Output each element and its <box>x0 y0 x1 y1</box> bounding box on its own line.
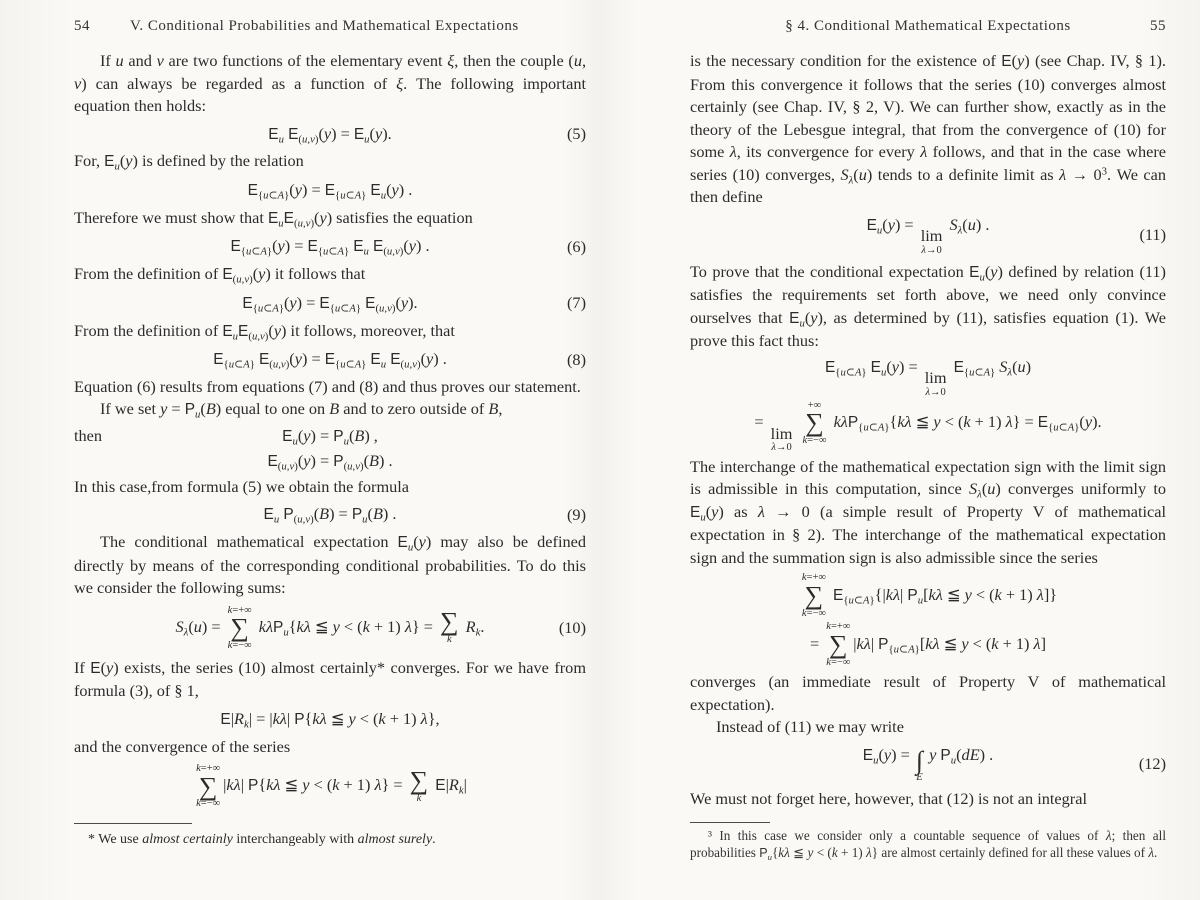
equation <box>690 744 1166 783</box>
equation-math: $E_{\{u\subset A\}}$ $E_{(u,v)}(y) = E_{\{u\subset A\}}$ $E_u$ $E_{(u,v)}(y)$ . <box>213 349 447 371</box>
equation-math: $E|R_k| = |k\lambda|$ P{kλ ≦ y < (k + 1) λ}, <box>220 708 440 731</box>
equation-number: (8) <box>567 349 586 369</box>
running-head: V. Conditional Probabilities and Mathematical Expectations <box>130 18 519 34</box>
paragraph: We must not forget here, however, that (12) is not an integral <box>690 789 1087 809</box>
paragraph: Instead of (11) we may write <box>716 717 904 737</box>
inline-math: λ <box>920 142 928 161</box>
left-page-header <box>74 18 586 35</box>
equation-number: (7) <box>567 293 586 313</box>
paragraph: If we set $y = P_u(B)$ equal to one on B and to zero outside of B, <box>100 399 503 421</box>
inline-math: λ → 0 <box>757 501 810 521</box>
equation <box>74 605 586 652</box>
inline-math: $E_uE_{(u,v)}(y)$ <box>267 207 333 230</box>
right-page-body <box>690 50 1166 811</box>
inline-math: λ <box>1148 844 1155 860</box>
paragraph: is the necessary condition for the existence of E(y) (see Chap. IV, § 1). From this convergence it follows that the series (10) converges almost certainly (see Chap. IV, § 2, V). We can further show, exactly as in the theory of the Lebesgue integral, that from the convergence of (10) for some λ, its convergence for every λ follows, and that in the case where series (10) converges, $S_\lambda(u)$ tends to a definite limit as $\lambda \to 0^3$. We can then define <box>690 51 1167 206</box>
paragraph: To prove that the conditional expectation $E_u(y)$ defined by relation (11) satisfies the requirements set forth above, we need only convince ourselves that $E_u(y)$, as determined by (11), satisfies equation (1). We prove this fact thus: <box>690 261 1166 351</box>
equation <box>74 235 586 258</box>
paragraph: If E(y) exists, the series (10) almost certainly* converges. For we have from formula (3), of § 1, <box>74 657 586 701</box>
inline-math: B <box>488 399 499 419</box>
equation-number: (10) <box>558 618 586 638</box>
inline-math: ξ <box>396 73 404 93</box>
equation <box>690 621 1166 668</box>
inline-math: ξ <box>447 51 455 70</box>
inline-math: λ <box>729 142 737 161</box>
paragraph: In this case,from formula (5) we obtain the formula <box>74 476 410 496</box>
equation <box>690 572 1166 619</box>
equation-group <box>690 572 1166 668</box>
inline-math: v <box>156 51 164 70</box>
equation <box>690 214 1166 256</box>
footnote: ³ In this case we consider only a countable sequence of values of λ; then all probabilities $P_u\{k\lambda$ ≦ y < (k + 1) λ} are almost certainly defined for all these values of λ. <box>690 827 1166 862</box>
equation-number: (11) <box>1139 224 1166 244</box>
equation-number: (9) <box>567 504 586 524</box>
inline-math: E(y) <box>90 657 119 677</box>
equation <box>74 348 586 371</box>
equation <box>74 179 586 202</box>
equation <box>74 503 586 526</box>
inline-math: B <box>329 399 340 419</box>
page-number: 55 <box>1150 18 1166 34</box>
equation-math: = k=+∞ ∑ k=−∞ |kλ| $P_{\{u\subset A\}}[k\lambda$ ≦ y < (k + 1) λ] <box>810 621 1046 668</box>
equation-math: $E_u(y) = P_u(B)$ , <box>282 425 378 448</box>
inline-math: u, v <box>74 51 587 93</box>
equation-group <box>690 356 1166 453</box>
equation-math: k=+∞ ∑ k=−∞ $E_{\{u\subset A\}}\{|k\lambda|$ $P_u[k\lambda$ ≦ y < (k + 1) λ]} <box>801 572 1058 619</box>
inline-math: $E_u(y)$ <box>104 151 138 173</box>
equation-number: (6) <box>567 236 586 256</box>
inline-math: $E_uE_{(u,v)}(y)$ <box>222 320 287 342</box>
footnote-rule <box>690 822 770 823</box>
paragraph: Equation (6) results from equations (7) and (8) and thus proves our statement. <box>74 376 581 396</box>
paragraph: From the definition of $E_uE_{(u,v)}(y)$ it follows, moreover, that <box>74 320 455 342</box>
paragraph: The conditional mathematical expectation $E_u(y)$ may also be defined directly by means of the corresponding conditional probabilities. To do this we consider the following sums: <box>74 532 586 598</box>
paragraph: Therefore we must show that $E_uE_{(u,v)}(y)$ satisfies the equation <box>74 207 473 230</box>
right-page <box>610 0 1200 900</box>
equation <box>74 123 586 146</box>
equation-lead-word: then <box>74 426 103 446</box>
equation-math: $E_u(y)$ = lim λ→0 $S_\lambda(u)$ . <box>866 214 990 256</box>
footnote-rule <box>74 823 192 824</box>
paragraph: converges (an immediate result of Property V of mathematical expectation). <box>690 672 1166 714</box>
equation <box>690 356 1166 398</box>
inline-math: $S_\lambda(u)$ <box>840 164 873 186</box>
equation-math: $E_{\{u\subset A\}}$ $E_u(y)$ = lim λ→0 $E_{\{u\subset A\}}$ $S_\lambda(u)$ <box>824 356 1032 398</box>
paragraph: If u and v are two functions of the elementary event ξ, then the couple (u, v) can always be regarded as a function of ξ. The following important equation then holds: <box>74 51 587 115</box>
equation-math: $S_\lambda(u)$ = k=+∞ ∑ k=−∞ kλP$_u${kλ ≦ y < (k + 1) λ} = ∑ k $R_k$. <box>175 604 485 652</box>
left-page-body <box>74 50 586 810</box>
equation <box>74 450 586 473</box>
equation-group <box>74 425 586 473</box>
inline-math: $y = P_u(B)$ <box>160 399 222 421</box>
equation-number: (12) <box>1138 753 1166 773</box>
inline-math: $P_u\{k\lambda$ ≦ y < (k + 1) λ} <box>759 844 879 862</box>
equation-math: $E_{\{u\subset A\}}(y) = E_{\{u\subset A\}}$ $E_u(y)$ . <box>247 179 413 202</box>
equation <box>690 400 1166 453</box>
equation-math: $E_{\{u\subset A\}}(y) = E_{\{u\subset A\}}$ $E_{(u,v)}(y)$. <box>242 292 418 315</box>
page-number: 54 <box>74 18 90 34</box>
paragraph: For, $E_u(y)$ is defined by the relation <box>74 151 304 173</box>
equation-math: $E_{(u,v)}(y) = P_{(u,v)}(B)$ . <box>267 450 393 473</box>
inline-math: $E_u(y)$ <box>690 501 724 524</box>
equation-math: $E_u$ $P_{(u,v)}(B) = P_u(B)$ . <box>263 504 397 526</box>
equation-math: $E_{\{u\subset A\}}(y) = E_{\{u\subset A\}}$ $E_u$ $E_{(u,v)}(y)$ . <box>230 236 430 258</box>
paragraph: and the convergence of the series <box>74 736 291 756</box>
equation <box>74 425 586 448</box>
inline-math: $E_u(y)$ <box>969 261 1003 283</box>
paragraph: From the definition of $E_{(u,v)}(y)$ it follows that <box>74 264 366 286</box>
equation-math: k=+∞ ∑ k=−∞ |kλ| P{kλ ≦ y < (k + 1) λ} = ∑ k $E|R_k|$ <box>196 763 467 810</box>
paragraph: The interchange of the mathematical expectation sign with the limit sign is admissible in this computation, since $S_\lambda(u)$ converges uniformly to $E_u(y)$ as λ → 0 (a simple result of Property V of mathematical expectation in § 2). The interchange of the mathematical expectation sign and the summation sign is also admissible since the series <box>690 456 1167 567</box>
equation <box>74 292 586 315</box>
equation <box>74 763 586 810</box>
inline-math: $E_u(y)$ <box>397 532 432 554</box>
inline-math: λ <box>1105 827 1112 843</box>
equation-math: = lim λ→0 +∞ ∑ k=−∞ kλP$_{\{u\subset A\}}${kλ ≦ y < (k + 1) $\lambda\} = E_{\{u\subset A\}}(y)$. <box>754 399 1102 453</box>
right-page-header <box>690 18 1166 35</box>
inline-math: u <box>115 51 124 70</box>
equation <box>74 708 586 731</box>
inline-math: $\lambda \to 0^3$ <box>1059 164 1108 184</box>
inline-math: E(y) <box>1001 51 1030 70</box>
inline-math: $E_{(u,v)}(y)$ <box>222 264 271 286</box>
equation-math: $E_u$ $E_{(u,v)}(y) = E_u(y)$. <box>268 123 392 145</box>
equation-number: (5) <box>567 123 586 143</box>
running-head: § 4. Conditional Mathematical Expectations <box>785 18 1071 34</box>
footnote: * We use almost certainly interchangeably with almost surely. <box>88 832 436 848</box>
inline-math: $E_u(y)$ <box>789 307 823 329</box>
inline-math: $S_\lambda(u)$ <box>969 479 1001 501</box>
equation-math: $E_u(y)$ = ∫ E y $P_u(dE)$ . <box>862 744 994 784</box>
